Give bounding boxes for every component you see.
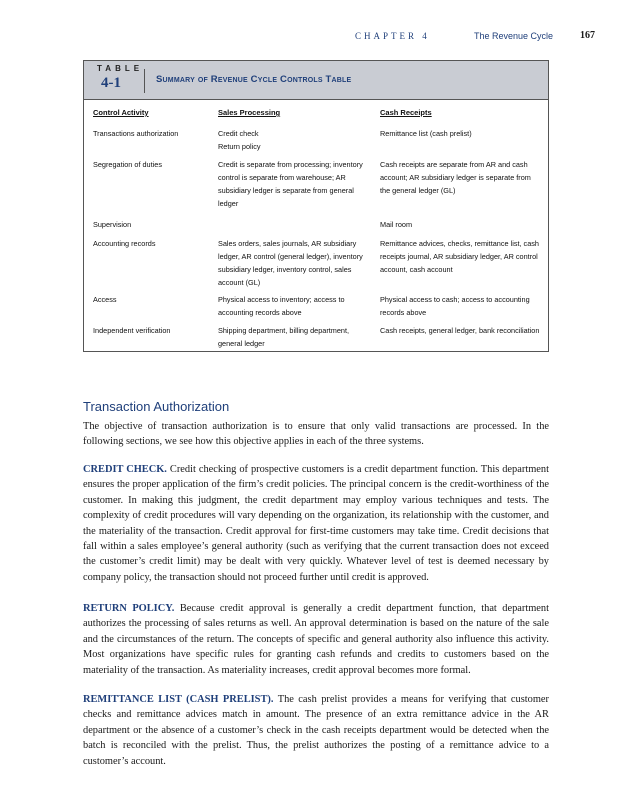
table-header-divider	[144, 69, 145, 93]
chapter-title: The Revenue Cycle	[474, 31, 554, 41]
column-header-control-activity: Control Activity	[93, 108, 149, 117]
table-cell-sales: Credit is separate from processing; inventory control is separate from warehouse; AR subsidiary ledger is separate from general ledger	[218, 160, 363, 208]
table-cell-activity: Independent verification	[93, 326, 171, 335]
table-cell-activity: Transactions authorization	[93, 129, 179, 138]
section-heading: Transaction Authorization	[83, 399, 230, 414]
table-cell-cash: Cash receipts, general ledger, bank reconciliation	[380, 326, 540, 335]
table-header-band	[84, 61, 548, 100]
intro-paragraph: The objective of transaction authorization is to ensure that only valid transactions are processed. In the following sections, we see how this objective applies in each of the three systems.	[83, 421, 549, 448]
credit-check-body: Credit checking of prospective customers is a credit department function. This department ensures the proper application of the firm’s credit policies. The principal concern is the credit-worthiness of the customer. In making this judgment, the credit department may employ various techniques and tests. The complexity of credit procedures will vary depending on the organization, its relationship with the customer, and the materiality of the transaction. Credit approval for first-time customers may take time. Credit decisions that fall within a sales employee’s general authority (such as verifying that the current transaction does not exceed the customer’s credit limit) may be dealt with very quickly. Whatever level of test is deemed necessary by company policy, the transaction should not proceed further until credit is approved.	[83, 464, 549, 583]
return-policy-title: RETURN POLICY.	[83, 603, 175, 614]
table-title: Summary of Revenue Cycle Controls Table	[156, 74, 352, 85]
table-cell-activity: Accounting records	[93, 239, 156, 248]
return-policy-body: Because credit approval is generally a credit department function, that department authorizes the processing of sales returns as well. An approval determination is based on the nature of the sale and the circumstances of the return. The concepts of specific and general authority also influence this activity. Most organizations have specific rules for granting cash refunds and credits to customers based on the materiality of the transaction. As materiality increases, credit approval becomes more formal.	[83, 603, 549, 676]
table-cell-sales: Sales orders, sales journals, AR subsidiary ledger, AR control (general ledger), inventory subsidiary ledger, inventory control, sales account (GL)	[218, 239, 363, 287]
remittance-list-paragraph	[83, 692, 549, 769]
table-cell-cash: Physical access to cash; access to accounting records above	[380, 295, 530, 317]
table-number: 4-1	[101, 75, 121, 91]
credit-check-paragraph	[83, 462, 549, 585]
running-header	[0, 30, 639, 44]
column-header-sales-processing: Sales Processing	[218, 108, 281, 117]
page-number: 167	[580, 30, 595, 41]
column-header-cash-receipts: Cash Receipts	[380, 108, 432, 117]
table-cell-activity: Access	[93, 295, 117, 304]
table-label-word: TABLE	[97, 64, 144, 73]
table-cell-cash: Remittance list (cash prelist)	[380, 129, 472, 138]
table-cell-activity: Segregation of duties	[93, 160, 162, 169]
table-cell-activity: Supervision	[93, 220, 132, 229]
remittance-list-body: The cash prelist provides a means for verifying that customer checks and remittance advices match in amount. The presence of an extra remittance advice in the AR department or the absence of a customer’s check in the cash receipts department would be detected when the batch is reconciled with the prelist. Thus, the prelist authorizes the posting of a remittance advice to a customer’s account.	[83, 694, 549, 767]
remittance-list-title: REMITTANCE LIST (CASH PRELIST).	[83, 694, 274, 705]
controls-table	[83, 60, 549, 352]
table-cell-sales: Shipping department, billing department, general ledger	[218, 326, 350, 348]
table-cell-cash: Cash receipts are separate from AR and cash account; AR subsidiary ledger is separate from the general ledger (GL)	[380, 160, 531, 195]
table-cell-sales: Credit check Return policy	[218, 129, 261, 151]
credit-check-title: CREDIT CHECK.	[83, 464, 167, 475]
table-cell-cash: Remittance advices, checks, remittance list, cash receipts journal, AR subsidiary ledger, AR control account, cash account	[380, 239, 539, 274]
table-cell-sales: Physical access to inventory; access to accounting records above	[218, 295, 345, 317]
chapter-label: CHAPTER 4	[355, 31, 430, 41]
table-cell-cash: Mail room	[380, 220, 413, 229]
return-policy-paragraph	[83, 601, 549, 678]
